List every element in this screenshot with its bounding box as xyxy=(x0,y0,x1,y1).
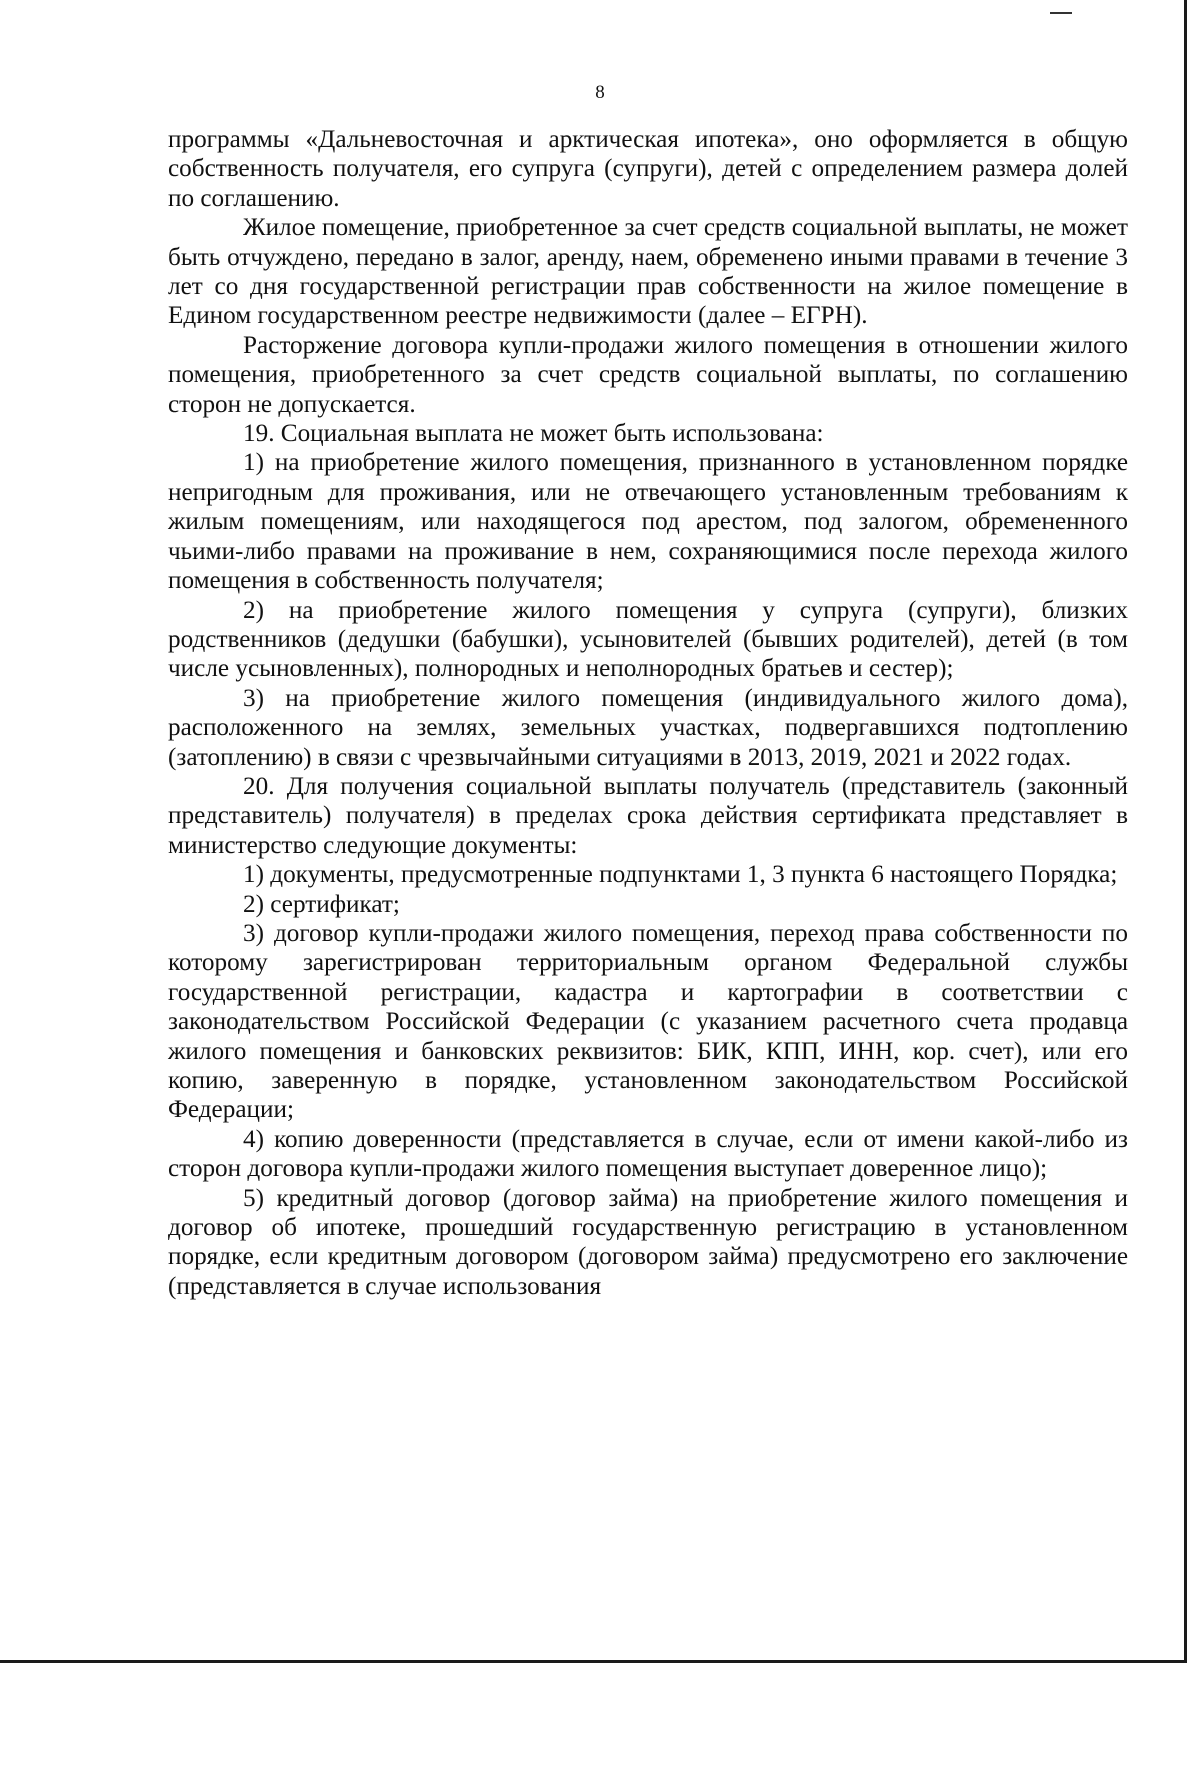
scan-border-right xyxy=(1184,0,1187,1662)
document-body xyxy=(168,125,1128,1301)
list-item: 4) копию доверенности (представляется в случае, если от имени какой-либо из сторон договора купли-продажи жилого помещения выступает доверенное лицо); xyxy=(168,1125,1128,1183)
page-number: 8 xyxy=(595,82,605,103)
list-item: 1) документы, предусмотренные подпунктами 1, 3 пункта 6 настоящего Порядка; xyxy=(243,861,1118,889)
list-item: 5) кредитный договор (договор займа) на приобретение жилого помещения и договор об ипотеке, прошедший государственную регистрацию в установленном порядке, если кредитным договором (договором займа) предусмотрено его заключение (представляется в случае использования xyxy=(168,1184,1128,1300)
scan-mark xyxy=(1050,12,1072,14)
paragraph-continuation: программы «Дальневосточная и арктическая ипотека», оно оформляется в общую собственность получателя, его супруга (супруги), детей с определением размера долей по соглашению. xyxy=(168,126,1128,212)
scan-border-bottom xyxy=(0,1660,1187,1663)
list-item: 1) на приобретение жилого помещения, признанного в установленном порядке непригодным для проживания, или не отвечающего установленным требованиям к жилым помещениям, или находящегося под арестом, под залогом, обремененного чьими-либо правами на проживание в нем, сохраняющимися после перехода жилого помещения в собственность получателя; xyxy=(168,449,1128,595)
section-20-heading: 20. Для получения социальной выплаты получатель (представитель (законный представитель) получателя) в пределах срока действия сертификата представляет в министерство следующие документы: xyxy=(168,772,1128,859)
list-item: 2) на приобретение жилого помещения у супруга (супруги), близких родственников (дедушки (бабушки), усыновителей (бывших родителей), детей (в том числе усыновленных), полнородных и неполнородных братьев и сестер); xyxy=(168,596,1128,683)
list-item: 2) сертификат; xyxy=(243,890,400,918)
paragraph: Расторжение договора купли-продажи жилого помещения в отношении жилого помещения, приобретенного за счет средств социальной выплаты, по соглашению сторон не допускается. xyxy=(168,331,1128,418)
list-item: 3) договор купли-продажи жилого помещения, переход права собственности по которому зарегистрирован территориальным органом Федеральной службы государственной регистрации, кадастра и картографии в соответствии с законодательством Российской Федерации (с указанием расчетного счета продавца жилого помещения и банковских реквизитов: БИК, КПП, ИНН, кор. счет), или его копию, заверенную в порядке, установленном законодательством Российской Федерации; xyxy=(168,919,1128,1124)
list-item: 3) на приобретение жилого помещения (индивидуального жилого дома), расположенного на землях, земельных участках, подвергавшихся подтоплению (затоплению) в связи с чрезвычайными ситуациями в 2013, 2019, 2021 и 2022 годах. xyxy=(168,684,1128,771)
section-19-heading: 19. Социальная выплата не может быть использована: xyxy=(243,420,824,448)
paragraph: Жилое помещение, приобретенное за счет средств социальной выплаты, не может быть отчуждено, передано в залог, аренду, наем, обременено иными правами в течение 3 лет со дня государственной регистрации прав собственности на жилое помещение в Едином государственном реестре недвижимости (далее – ЕГРН). xyxy=(168,214,1128,330)
